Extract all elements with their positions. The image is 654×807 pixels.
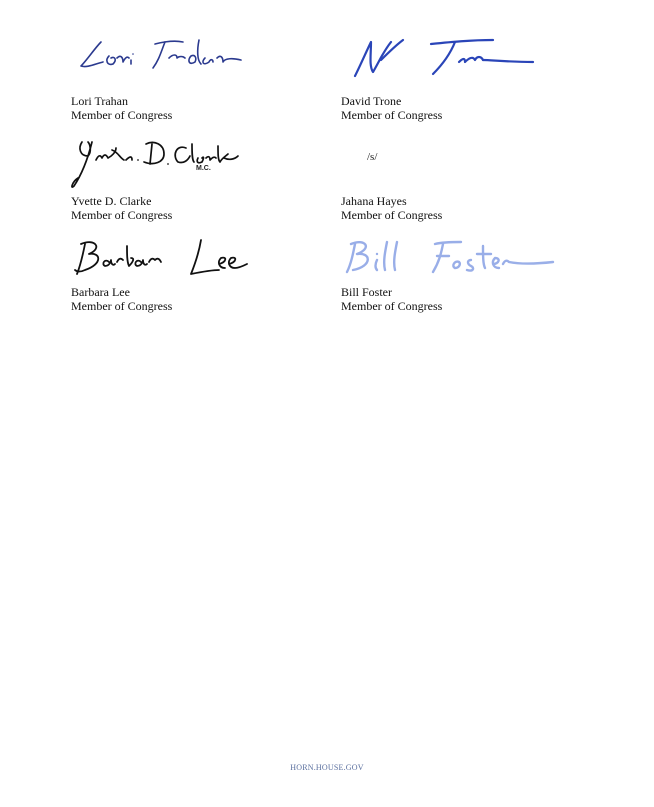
signer-title: Member of Congress [71, 299, 173, 313]
signer-name: Barbara Lee [71, 285, 130, 299]
signer-block-lori-trahan [71, 30, 321, 125]
signer-block-yvette-clarke [71, 132, 321, 222]
signer-title: Member of Congress [341, 299, 443, 313]
signature-david-trone [351, 32, 536, 82]
signer-title: Member of Congress [71, 208, 173, 222]
footer-website: HORN.HOUSE.GOV [290, 763, 364, 772]
signer-block-david-trone [341, 30, 591, 125]
signature-bill-foster [343, 236, 558, 281]
signer-block-jahana-hayes [341, 132, 591, 222]
signer-name: Jahana Hayes [341, 194, 407, 208]
signer-name: David Trone [341, 94, 402, 108]
signature-lori-trahan [73, 34, 248, 79]
signer-title: Member of Congress [341, 208, 443, 222]
signer-title: Member of Congress [341, 108, 443, 122]
signature-jahana-hayes: /s/ [367, 151, 378, 163]
signer-name: Yvette D. Clarke [71, 194, 152, 208]
signer-block-barbara-lee [71, 234, 321, 316]
signer-name: Lori Trahan [71, 94, 128, 108]
signer-name: Bill Foster [341, 285, 393, 299]
signer-block-bill-foster [341, 234, 591, 316]
signer-title: Member of Congress [71, 108, 173, 122]
signature-suffix: M.C. [196, 165, 211, 172]
signature-barbara-lee [71, 234, 251, 284]
signature-yvette-clarke [68, 134, 243, 194]
